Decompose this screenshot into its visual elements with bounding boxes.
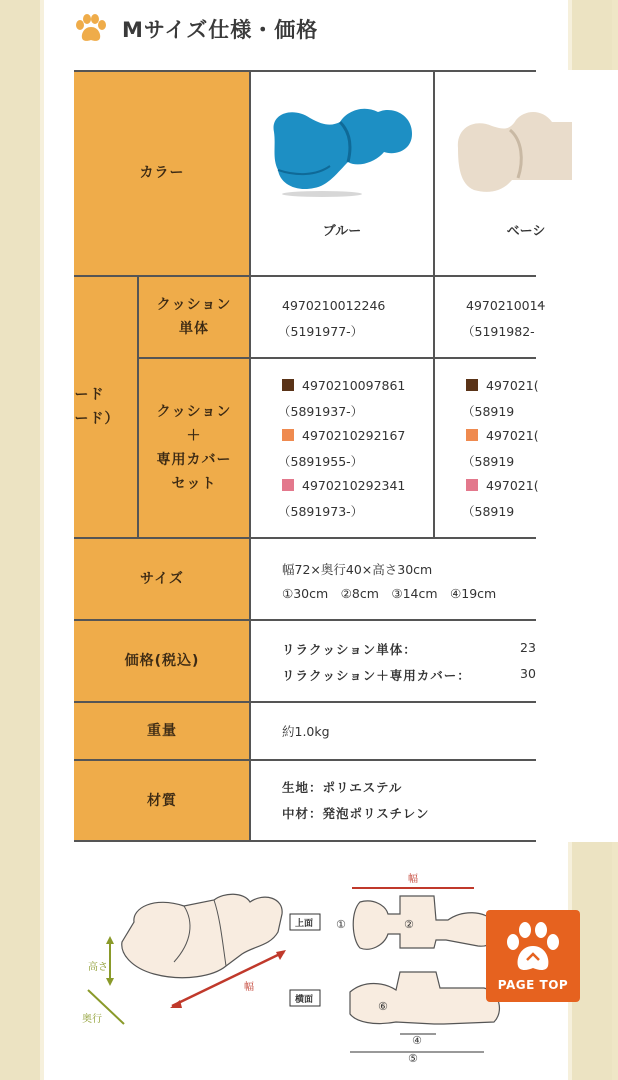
side-view-label: 横面 bbox=[295, 995, 314, 1005]
table-border bbox=[74, 70, 536, 72]
side-view bbox=[290, 972, 499, 1065]
pink-swatch bbox=[466, 479, 478, 491]
marker-4: ④ bbox=[412, 1034, 422, 1047]
paw-icon bbox=[503, 920, 563, 976]
depth-label: 奥行 bbox=[82, 1014, 102, 1025]
price-value-2: 30 bbox=[520, 666, 536, 681]
orange-swatch bbox=[466, 429, 478, 441]
color-name-beige: ベーシ bbox=[506, 224, 546, 239]
price-line-2: リラクッション＋専用カバー： bbox=[282, 668, 471, 683]
size-label-cell bbox=[74, 538, 250, 620]
section-heading bbox=[74, 12, 318, 46]
set-label: クッション ＋ 専用カバー セット bbox=[156, 404, 232, 492]
set-code-beige-2: （58919 bbox=[462, 454, 515, 469]
table-border bbox=[74, 759, 536, 761]
beige-cushion-image bbox=[452, 100, 572, 200]
color-label-cell bbox=[74, 70, 250, 276]
set-codes-beige bbox=[434, 358, 618, 538]
code-label-cell bbox=[74, 276, 138, 538]
cushion-jan-beige: 497021001Ꮞ bbox=[466, 298, 546, 313]
set-jan-blue-3: 4970210292341 bbox=[282, 478, 405, 493]
size-label: サイズ bbox=[140, 571, 184, 587]
cushion-only-label-cell bbox=[138, 276, 250, 358]
price-line-1: リラクッション単体： bbox=[282, 642, 417, 657]
top-view bbox=[290, 872, 497, 949]
cushion-jan-blue: 4970210012246 bbox=[282, 298, 386, 313]
brown-swatch bbox=[282, 379, 294, 391]
size-diagram bbox=[74, 862, 544, 1072]
marker-1: ① bbox=[336, 918, 346, 931]
weight-value: 約1.0kg bbox=[282, 724, 330, 739]
size-details: ①30cm ②8cm ③14cm ④19cm bbox=[282, 586, 497, 601]
cushion-item-code-beige: （5191982- bbox=[462, 324, 535, 339]
cushion-code-beige bbox=[434, 276, 618, 358]
code-label: ード ード） bbox=[74, 387, 120, 427]
table-border bbox=[137, 276, 139, 538]
table-border bbox=[249, 70, 251, 842]
paw-icon bbox=[74, 12, 108, 46]
marker-6: ⑥ bbox=[378, 1000, 388, 1013]
set-code-blue-2: （5891955-） bbox=[278, 454, 364, 469]
table-border bbox=[74, 840, 536, 842]
pink-swatch bbox=[282, 479, 294, 491]
price-label: 価格(税込) bbox=[124, 653, 200, 669]
spec-table bbox=[74, 70, 546, 842]
price-label-cell bbox=[74, 620, 250, 702]
blue-cushion-image bbox=[266, 92, 418, 196]
price-value-1: 23 bbox=[520, 640, 536, 655]
weight-value-cell bbox=[250, 702, 618, 760]
table-border bbox=[433, 70, 435, 538]
set-jan-beige-3: 497021( bbox=[466, 478, 539, 493]
perspective-view bbox=[82, 894, 286, 1025]
material-filling: 中材：発泡ポリスチレン bbox=[282, 806, 430, 821]
marker-2: ② bbox=[404, 918, 414, 931]
set-code-beige-1: （58919 bbox=[462, 404, 515, 419]
set-jan-blue-2: 4970210292167 bbox=[282, 428, 405, 443]
page-top-button[interactable] bbox=[486, 910, 580, 1002]
set-code-blue-1: （5891937-） bbox=[278, 404, 364, 419]
color-cell-blue bbox=[250, 70, 434, 276]
cushion-code-blue bbox=[250, 276, 434, 358]
set-code-blue-3: （5891973-） bbox=[278, 504, 364, 519]
marker-5: ⑤ bbox=[408, 1052, 418, 1065]
size-dimensions: 幅72×奥行40×高さ30cm bbox=[282, 562, 433, 577]
table-border bbox=[74, 619, 536, 621]
height-label: 高さ bbox=[88, 962, 108, 973]
material-label: 材質 bbox=[147, 793, 177, 809]
weight-label-cell bbox=[74, 702, 250, 760]
size-value-cell bbox=[250, 538, 618, 620]
set-code-beige-3: （58919 bbox=[462, 504, 515, 519]
table-border bbox=[138, 357, 536, 359]
material-fabric: 生地：ポリエステル bbox=[282, 780, 403, 795]
brown-swatch bbox=[466, 379, 478, 391]
left-margin bbox=[0, 0, 44, 1080]
price-value-cell bbox=[250, 620, 618, 702]
set-label-cell bbox=[138, 358, 250, 538]
material-label-cell bbox=[74, 760, 250, 842]
top-view-label: 上面 bbox=[295, 919, 314, 929]
set-jan-blue-1: 4970210097861 bbox=[282, 378, 405, 393]
weight-label: 重量 bbox=[147, 723, 177, 739]
width-label: 幅 bbox=[244, 982, 254, 993]
orange-swatch bbox=[282, 429, 294, 441]
page-title: Mサイズ仕様・価格 bbox=[122, 18, 319, 42]
set-codes-blue bbox=[250, 358, 434, 538]
color-cell-beige bbox=[434, 70, 618, 276]
svg-text:幅: 幅 bbox=[408, 874, 418, 885]
color-label: カラー bbox=[139, 165, 185, 181]
cushion-only-label: クッション 単体 bbox=[156, 297, 232, 337]
set-jan-beige-1: 497021( bbox=[466, 378, 539, 393]
cushion-item-code-blue: （5191977-） bbox=[278, 324, 364, 339]
page-top-label: PAGE TOP bbox=[497, 978, 569, 992]
table-border bbox=[74, 537, 536, 539]
table-border bbox=[74, 701, 536, 703]
set-jan-beige-2: 497021( bbox=[466, 428, 539, 443]
color-name-blue: ブルー bbox=[322, 224, 362, 239]
table-border bbox=[74, 275, 536, 277]
material-value-cell bbox=[250, 760, 618, 842]
